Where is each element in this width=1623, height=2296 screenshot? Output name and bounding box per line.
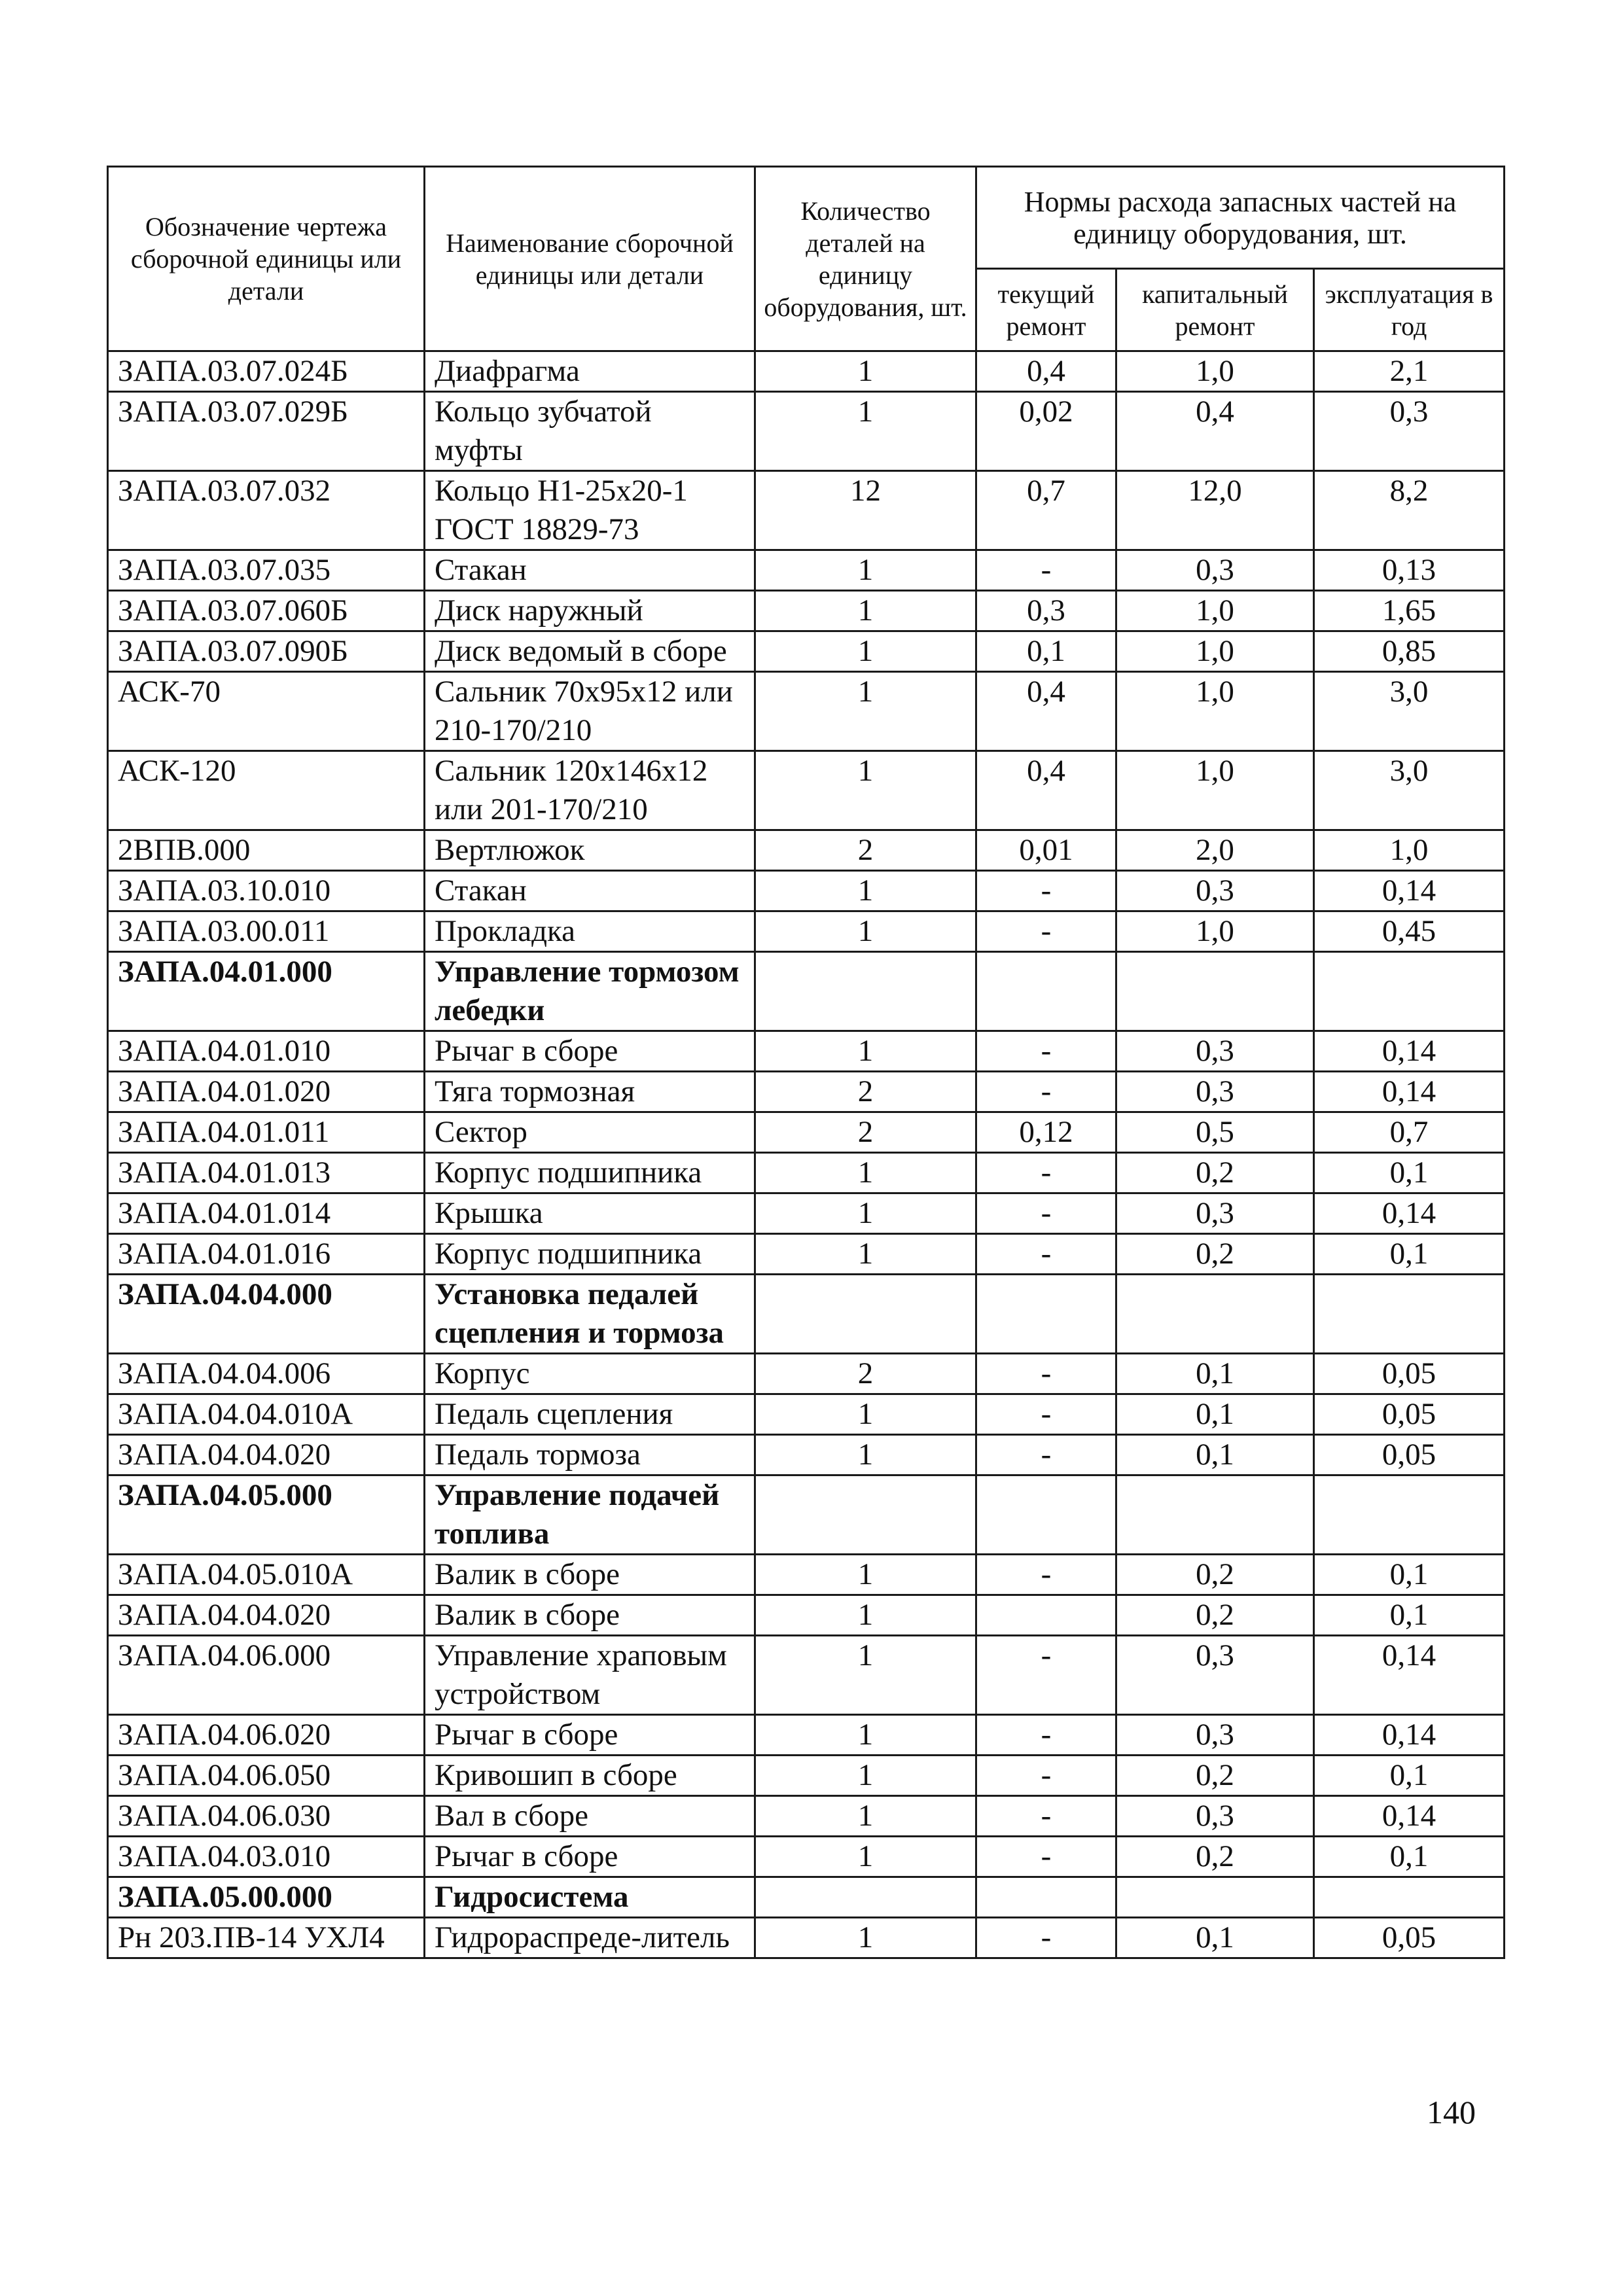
cell-current-repair	[976, 1877, 1116, 1918]
cell-current-repair: 0,02	[976, 392, 1116, 471]
cell-capital-repair: 0,3	[1116, 1193, 1314, 1234]
cell-current-repair: -	[976, 1796, 1116, 1837]
cell-capital-repair: 1,0	[1116, 751, 1314, 830]
cell-code: ЗАПА.03.07.029Б	[108, 392, 425, 471]
table-row	[108, 1837, 1505, 1877]
cell-exploitation: 0,14	[1314, 1193, 1505, 1234]
cell-exploitation: 0,14	[1314, 1031, 1505, 1072]
cell-name: Валик в сборе	[425, 1595, 755, 1636]
table-row	[108, 1234, 1505, 1275]
cell-code: ЗАПА.03.07.090Б	[108, 631, 425, 672]
cell-qty: 1	[755, 351, 976, 392]
cell-capital-repair: 0,2	[1116, 1234, 1314, 1275]
cell-qty: 1	[755, 631, 976, 672]
cell-name: Корпус подшипника	[425, 1153, 755, 1193]
cell-code: ЗАПА.04.04.020	[108, 1595, 425, 1636]
table-row	[108, 830, 1505, 871]
cell-exploitation: 0,7	[1314, 1112, 1505, 1153]
table-group-row	[108, 1275, 1505, 1354]
table-row	[108, 1555, 1505, 1595]
cell-current-repair: -	[976, 1234, 1116, 1275]
cell-exploitation: 0,14	[1314, 1715, 1505, 1756]
cell-exploitation: 0,1	[1314, 1595, 1505, 1636]
cell-exploitation	[1314, 1475, 1505, 1555]
cell-exploitation: 3,0	[1314, 751, 1505, 830]
cell-exploitation: 0,14	[1314, 1072, 1505, 1112]
cell-code: ЗАПА.03.07.060Б	[108, 591, 425, 631]
cell-name: Кольцо зубчатой муфты	[425, 392, 755, 471]
cell-code: ЗАПА.04.01.010	[108, 1031, 425, 1072]
cell-qty: 1	[755, 871, 976, 911]
cell-name: Управление тормозом лебедки	[425, 952, 755, 1031]
cell-code: ЗАПА.04.06.050	[108, 1756, 425, 1796]
cell-code: Рн 203.ПВ-14 УХЛ4	[108, 1918, 425, 1958]
header-current-repair: текущий ремонт	[976, 269, 1116, 351]
cell-code: ЗАПА.04.01.013	[108, 1153, 425, 1193]
table-row	[108, 672, 1505, 751]
cell-name: Рычаг в сборе	[425, 1837, 755, 1877]
cell-current-repair	[976, 1275, 1116, 1354]
cell-exploitation: 0,14	[1314, 871, 1505, 911]
cell-current-repair	[976, 1595, 1116, 1636]
cell-qty: 1	[755, 1555, 976, 1595]
cell-name: Педаль тормоза	[425, 1435, 755, 1475]
cell-capital-repair: 0,3	[1116, 550, 1314, 591]
cell-exploitation: 2,1	[1314, 351, 1505, 392]
cell-name: Сектор	[425, 1112, 755, 1153]
cell-exploitation: 0,1	[1314, 1234, 1505, 1275]
cell-code: ЗАПА.04.01.011	[108, 1112, 425, 1153]
cell-code: ЗАПА.04.05.000	[108, 1475, 425, 1555]
cell-capital-repair: 0,1	[1116, 1435, 1314, 1475]
cell-capital-repair: 0,3	[1116, 1636, 1314, 1715]
cell-code: ЗАПА.04.01.016	[108, 1234, 425, 1275]
cell-name: Диск ведомый в сборе	[425, 631, 755, 672]
cell-current-repair: -	[976, 871, 1116, 911]
cell-code: АСК-70	[108, 672, 425, 751]
table-row	[108, 1193, 1505, 1234]
cell-qty: 2	[755, 1072, 976, 1112]
cell-code: ЗАПА.04.06.020	[108, 1715, 425, 1756]
table-row	[108, 1031, 1505, 1072]
cell-current-repair: -	[976, 1031, 1116, 1072]
cell-qty: 2	[755, 1354, 976, 1394]
cell-name: Установка педалей сцепления и тормоза	[425, 1275, 755, 1354]
cell-exploitation: 0,05	[1314, 1394, 1505, 1435]
cell-capital-repair: 1,0	[1116, 672, 1314, 751]
cell-code: ЗАПА.04.04.010А	[108, 1394, 425, 1435]
cell-current-repair: 0,12	[976, 1112, 1116, 1153]
table-row	[108, 631, 1505, 672]
cell-current-repair: -	[976, 911, 1116, 952]
table-row	[108, 1636, 1505, 1715]
cell-name: Сальник 70х95х12 или 210-170/210	[425, 672, 755, 751]
cell-exploitation: 0,05	[1314, 1354, 1505, 1394]
table-row	[108, 471, 1505, 550]
cell-current-repair: -	[976, 1636, 1116, 1715]
table-row	[108, 1112, 1505, 1153]
cell-name: Рычаг в сборе	[425, 1031, 755, 1072]
table-row	[108, 1354, 1505, 1394]
table-row	[108, 1756, 1505, 1796]
cell-current-repair: -	[976, 1435, 1116, 1475]
cell-qty: 1	[755, 1918, 976, 1958]
cell-code: ЗАПА.04.04.000	[108, 1275, 425, 1354]
cell-name: Корпус подшипника	[425, 1234, 755, 1275]
cell-qty: 1	[755, 751, 976, 830]
page-number: 140	[1427, 2094, 1476, 2130]
cell-current-repair: 0,4	[976, 751, 1116, 830]
cell-exploitation	[1314, 952, 1505, 1031]
table-row	[108, 1394, 1505, 1435]
cell-qty: 1	[755, 1715, 976, 1756]
cell-capital-repair: 0,3	[1116, 1031, 1314, 1072]
cell-capital-repair: 0,1	[1116, 1918, 1314, 1958]
cell-qty: 1	[755, 550, 976, 591]
cell-qty: 1	[755, 1595, 976, 1636]
header-exploitation: эксплуатация в год	[1314, 269, 1505, 351]
cell-qty: 1	[755, 1234, 976, 1275]
cell-exploitation: 3,0	[1314, 672, 1505, 751]
cell-current-repair: -	[976, 1837, 1116, 1877]
header-code: Обозначение чертежа сборочной единицы или детали	[108, 167, 425, 351]
cell-qty: 1	[755, 1796, 976, 1837]
table-row	[108, 871, 1505, 911]
cell-exploitation: 1,0	[1314, 830, 1505, 871]
header-name: Наименование сборочной единицы или детали	[425, 167, 755, 351]
cell-name: Крышка	[425, 1193, 755, 1234]
cell-qty: 1	[755, 911, 976, 952]
cell-name: Педаль сцепления	[425, 1394, 755, 1435]
cell-name: Диафрагма	[425, 351, 755, 392]
cell-current-repair: 0,3	[976, 591, 1116, 631]
cell-capital-repair: 1,0	[1116, 631, 1314, 672]
cell-name: Валик в сборе	[425, 1555, 755, 1595]
cell-qty: 12	[755, 471, 976, 550]
table-group-row	[108, 1877, 1505, 1918]
cell-current-repair: 0,4	[976, 672, 1116, 751]
cell-qty: 1	[755, 1756, 976, 1796]
header-capital-repair: капитальный ремонт	[1116, 269, 1314, 351]
cell-qty: 1	[755, 1031, 976, 1072]
cell-capital-repair	[1116, 952, 1314, 1031]
table-row	[108, 351, 1505, 392]
cell-exploitation: 0,1	[1314, 1153, 1505, 1193]
cell-capital-repair: 1,0	[1116, 351, 1314, 392]
table-row	[108, 1715, 1505, 1756]
cell-exploitation	[1314, 1877, 1505, 1918]
cell-qty: 1	[755, 1435, 976, 1475]
cell-exploitation: 0,1	[1314, 1756, 1505, 1796]
cell-name: Диск наружный	[425, 591, 755, 631]
cell-current-repair: -	[976, 1394, 1116, 1435]
cell-capital-repair: 1,0	[1116, 591, 1314, 631]
table-row	[108, 392, 1505, 471]
cell-qty: 1	[755, 392, 976, 471]
cell-qty: 1	[755, 1153, 976, 1193]
cell-qty: 1	[755, 1636, 976, 1715]
cell-name: Управление подачей топлива	[425, 1475, 755, 1555]
cell-current-repair: -	[976, 550, 1116, 591]
cell-code: 2ВПВ.000	[108, 830, 425, 871]
cell-capital-repair: 0,3	[1116, 1072, 1314, 1112]
cell-current-repair: 0,01	[976, 830, 1116, 871]
cell-capital-repair: 0,2	[1116, 1595, 1314, 1636]
cell-qty: 1	[755, 591, 976, 631]
cell-name: Кривошип в сборе	[425, 1756, 755, 1796]
cell-name: Стакан	[425, 871, 755, 911]
cell-exploitation: 0,45	[1314, 911, 1505, 952]
cell-name: Управление храповым устройством	[425, 1636, 755, 1715]
cell-code: АСК-120	[108, 751, 425, 830]
table-row	[108, 1153, 1505, 1193]
cell-name: Тяга тормозная	[425, 1072, 755, 1112]
cell-capital-repair: 0,3	[1116, 871, 1314, 911]
cell-qty: 1	[755, 672, 976, 751]
cell-exploitation: 0,05	[1314, 1435, 1505, 1475]
cell-exploitation: 0,14	[1314, 1796, 1505, 1837]
cell-exploitation: 0,14	[1314, 1636, 1505, 1715]
cell-capital-repair: 0,3	[1116, 1715, 1314, 1756]
cell-capital-repair: 0,4	[1116, 392, 1314, 471]
cell-exploitation: 0,85	[1314, 631, 1505, 672]
cell-current-repair: -	[976, 1715, 1116, 1756]
cell-code: ЗАПА.04.04.006	[108, 1354, 425, 1394]
header-norms: Нормы расхода запасных частей на единицу оборудования, шт.	[976, 167, 1505, 269]
cell-exploitation	[1314, 1275, 1505, 1354]
cell-current-repair	[976, 1475, 1116, 1555]
cell-capital-repair	[1116, 1475, 1314, 1555]
cell-capital-repair: 2,0	[1116, 830, 1314, 871]
table-row	[108, 1918, 1505, 1958]
cell-capital-repair: 0,1	[1116, 1394, 1314, 1435]
cell-name: Сальник 120х146х12 или 201-170/210	[425, 751, 755, 830]
header-qty: Количество деталей на единицу оборудования, шт.	[755, 167, 976, 351]
cell-capital-repair: 0,5	[1116, 1112, 1314, 1153]
cell-qty	[755, 1475, 976, 1555]
cell-code: ЗАПА.03.07.024Б	[108, 351, 425, 392]
cell-capital-repair: 0,3	[1116, 1796, 1314, 1837]
cell-current-repair	[976, 952, 1116, 1031]
spare-parts-norms-table	[107, 166, 1505, 1959]
cell-code: ЗАПА.04.04.020	[108, 1435, 425, 1475]
table-group-row	[108, 1475, 1505, 1555]
cell-code: ЗАПА.04.05.010А	[108, 1555, 425, 1595]
cell-capital-repair	[1116, 1275, 1314, 1354]
cell-qty: 2	[755, 1112, 976, 1153]
table-body	[108, 351, 1505, 1958]
table-row	[108, 1796, 1505, 1837]
table-row	[108, 550, 1505, 591]
cell-capital-repair: 0,2	[1116, 1837, 1314, 1877]
cell-current-repair: -	[976, 1193, 1116, 1234]
cell-current-repair: 0,1	[976, 631, 1116, 672]
cell-name: Кольцо Н1-25х20-1 ГОСТ 18829-73	[425, 471, 755, 550]
cell-qty	[755, 1275, 976, 1354]
cell-exploitation: 0,13	[1314, 550, 1505, 591]
cell-name: Рычаг в сборе	[425, 1715, 755, 1756]
table-row	[108, 1435, 1505, 1475]
cell-current-repair: -	[976, 1153, 1116, 1193]
cell-qty	[755, 1877, 976, 1918]
cell-code: ЗАПА.03.07.032	[108, 471, 425, 550]
cell-exploitation: 0,3	[1314, 392, 1505, 471]
cell-capital-repair: 0,1	[1116, 1354, 1314, 1394]
cell-qty: 1	[755, 1394, 976, 1435]
table-group-row	[108, 952, 1505, 1031]
cell-current-repair: -	[976, 1072, 1116, 1112]
cell-name: Гидросистема	[425, 1877, 755, 1918]
cell-code: ЗАПА.05.00.000	[108, 1877, 425, 1918]
cell-name: Вертлюжок	[425, 830, 755, 871]
cell-code: ЗАПА.04.06.000	[108, 1636, 425, 1715]
cell-qty: 1	[755, 1193, 976, 1234]
cell-name: Гидрораспреде-литель	[425, 1918, 755, 1958]
cell-name: Вал в сборе	[425, 1796, 755, 1837]
cell-code: ЗАПА.04.01.020	[108, 1072, 425, 1112]
cell-current-repair: 0,4	[976, 351, 1116, 392]
cell-code: ЗАПА.03.00.011	[108, 911, 425, 952]
cell-exploitation: 8,2	[1314, 471, 1505, 550]
cell-capital-repair: 0,2	[1116, 1555, 1314, 1595]
cell-exploitation: 0,1	[1314, 1837, 1505, 1877]
table-row	[108, 1072, 1505, 1112]
cell-capital-repair: 1,0	[1116, 911, 1314, 952]
cell-current-repair: 0,7	[976, 471, 1116, 550]
cell-capital-repair	[1116, 1877, 1314, 1918]
cell-code: ЗАПА.04.03.010	[108, 1837, 425, 1877]
cell-capital-repair: 0,2	[1116, 1756, 1314, 1796]
cell-current-repair: -	[976, 1756, 1116, 1796]
cell-code: ЗАПА.04.06.030	[108, 1796, 425, 1837]
cell-qty	[755, 952, 976, 1031]
cell-capital-repair: 12,0	[1116, 471, 1314, 550]
cell-current-repair: -	[976, 1354, 1116, 1394]
cell-code: ЗАПА.03.07.035	[108, 550, 425, 591]
cell-name: Стакан	[425, 550, 755, 591]
table-row	[108, 751, 1505, 830]
table-row	[108, 591, 1505, 631]
cell-code: ЗАПА.04.01.014	[108, 1193, 425, 1234]
cell-qty: 2	[755, 830, 976, 871]
cell-capital-repair: 0,2	[1116, 1153, 1314, 1193]
cell-code: ЗАПА.04.01.000	[108, 952, 425, 1031]
cell-code: ЗАПА.03.10.010	[108, 871, 425, 911]
cell-current-repair: -	[976, 1555, 1116, 1595]
table-row	[108, 911, 1505, 952]
table-row	[108, 1595, 1505, 1636]
cell-name: Прокладка	[425, 911, 755, 952]
cell-exploitation: 1,65	[1314, 591, 1505, 631]
cell-exploitation: 0,05	[1314, 1918, 1505, 1958]
cell-exploitation: 0,1	[1314, 1555, 1505, 1595]
cell-name: Корпус	[425, 1354, 755, 1394]
cell-qty: 1	[755, 1837, 976, 1877]
cell-current-repair: -	[976, 1918, 1116, 1958]
